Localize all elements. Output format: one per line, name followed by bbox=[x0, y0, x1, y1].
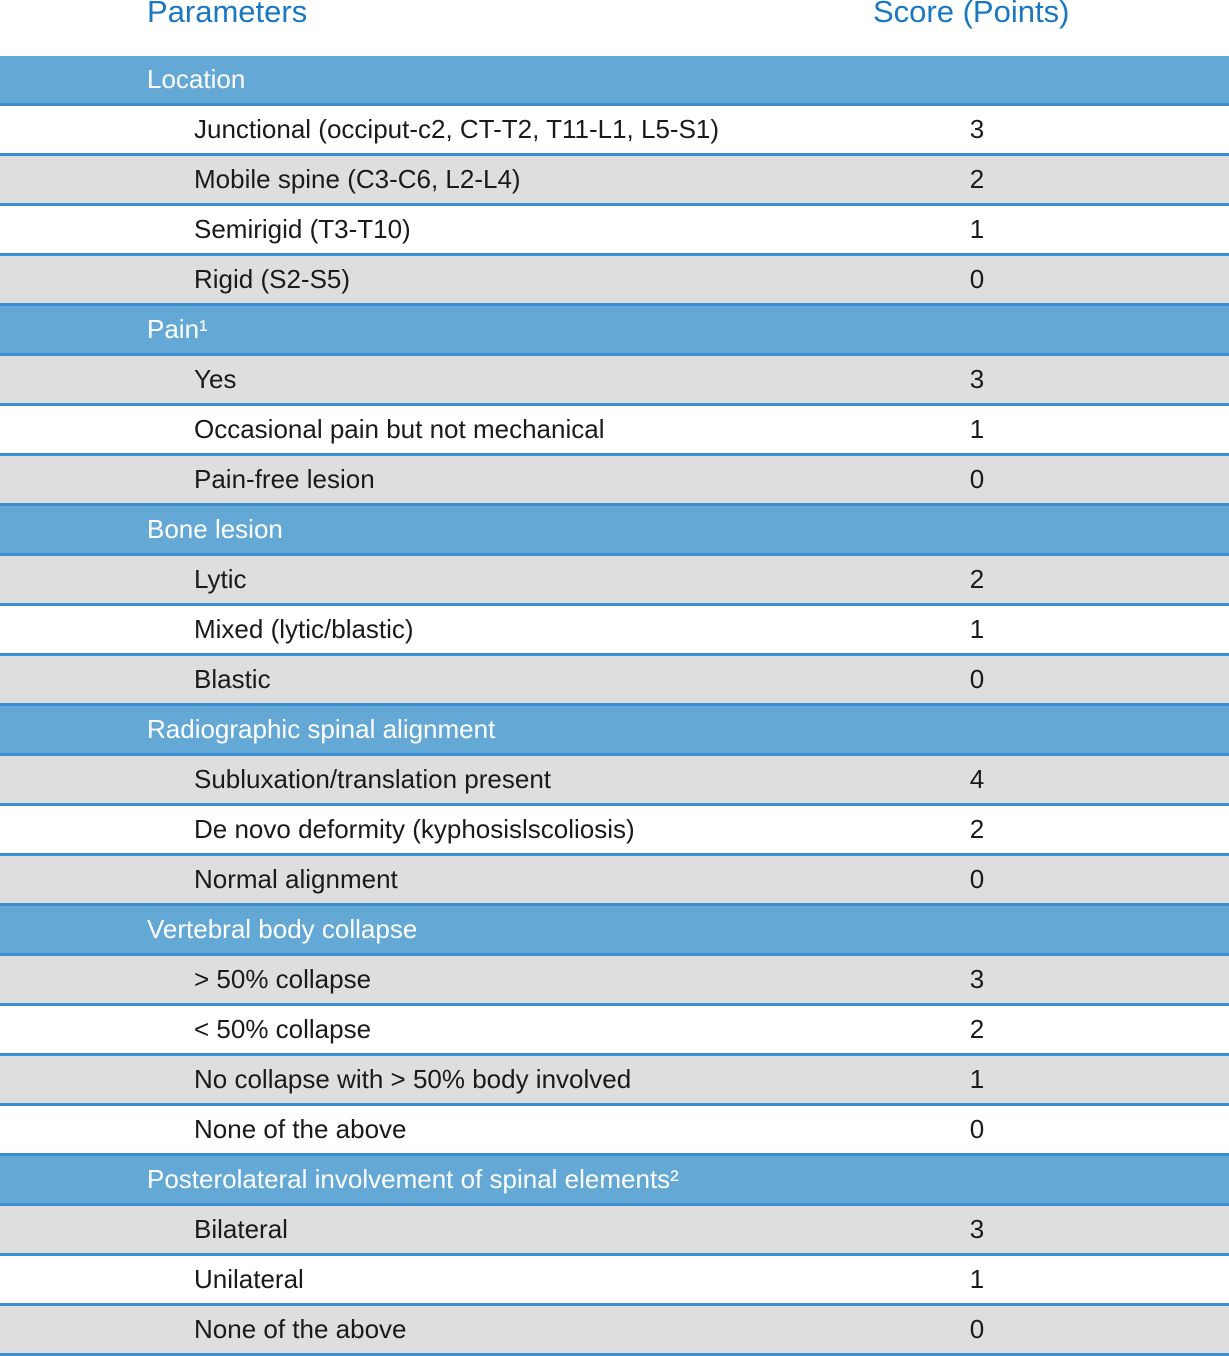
table-row bbox=[0, 556, 1229, 606]
table-row bbox=[0, 256, 1229, 306]
score-value: 0 bbox=[969, 1114, 985, 1144]
table-row bbox=[0, 856, 1229, 906]
table-row bbox=[0, 106, 1229, 156]
score-value: 0 bbox=[969, 1314, 985, 1344]
parameter-label: Lytic bbox=[194, 564, 247, 594]
parameter-label: Blastic bbox=[194, 664, 271, 694]
parameter-label: Junctional (occiput-c2, CT-T2, T11-L1, L5-S1) bbox=[194, 114, 720, 144]
parameter-label: Rigid (S2-S5) bbox=[194, 264, 351, 294]
score-value: 0 bbox=[969, 464, 985, 494]
column-header-parameters: Parameters bbox=[147, 0, 308, 29]
parameter-label: None of the above bbox=[194, 1314, 407, 1344]
section-header-row bbox=[0, 56, 1229, 106]
parameter-label: Occasional pain but not mechanical bbox=[194, 414, 605, 444]
parameter-label: Subluxation/translation present bbox=[194, 764, 552, 794]
parameter-label: < 50% collapse bbox=[194, 1014, 372, 1044]
section-header-row bbox=[0, 906, 1229, 956]
score-value: 3 bbox=[969, 1214, 985, 1244]
table-row bbox=[0, 806, 1229, 856]
table-row bbox=[0, 1006, 1229, 1056]
section-label: Pain¹ bbox=[147, 314, 208, 344]
table-row bbox=[0, 456, 1229, 506]
section-label: Posterolateral involvement of spinal elements² bbox=[147, 1164, 679, 1194]
table-row bbox=[0, 356, 1229, 406]
table-row bbox=[0, 956, 1229, 1006]
section-label: Bone lesion bbox=[147, 514, 283, 544]
table-row bbox=[0, 1256, 1229, 1306]
section-header-row bbox=[0, 306, 1229, 356]
score-value: 1 bbox=[969, 1064, 985, 1094]
score-value: 2 bbox=[969, 164, 985, 194]
parameter-label: Pain-free lesion bbox=[194, 464, 375, 494]
section-label: Radiographic spinal alignment bbox=[147, 714, 496, 744]
parameter-label: > 50% collapse bbox=[194, 964, 372, 994]
parameter-label: Bilateral bbox=[194, 1214, 288, 1244]
score-value: 0 bbox=[969, 864, 985, 894]
table-row bbox=[0, 1306, 1229, 1356]
score-value: 3 bbox=[969, 114, 985, 144]
score-value: 1 bbox=[969, 414, 985, 444]
parameter-label: Mobile spine (C3-C6, L2-L4) bbox=[194, 164, 521, 194]
section-header-row bbox=[0, 706, 1229, 756]
table-row bbox=[0, 756, 1229, 806]
score-value: 4 bbox=[969, 764, 985, 794]
score-value: 2 bbox=[969, 814, 985, 844]
score-value: 3 bbox=[969, 964, 985, 994]
section-header-row bbox=[0, 506, 1229, 556]
table-row bbox=[0, 606, 1229, 656]
score-value: 1 bbox=[969, 1264, 985, 1294]
parameter-label: Semirigid (T3-T10) bbox=[194, 214, 411, 244]
table-header bbox=[0, 0, 1229, 56]
section-header-row bbox=[0, 1156, 1229, 1206]
parameter-label: Unilateral bbox=[194, 1264, 304, 1294]
parameter-label: Yes bbox=[194, 364, 237, 394]
score-value: 3 bbox=[969, 364, 985, 394]
score-value: 0 bbox=[969, 664, 985, 694]
table-row bbox=[0, 206, 1229, 256]
table-row bbox=[0, 1106, 1229, 1156]
table-row bbox=[0, 1206, 1229, 1256]
section-label: Location bbox=[147, 64, 246, 94]
parameter-label: No collapse with > 50% body involved bbox=[194, 1064, 632, 1094]
score-value: 1 bbox=[969, 614, 985, 644]
parameter-label: Normal alignment bbox=[194, 864, 398, 894]
score-table bbox=[0, 56, 1229, 1356]
section-label: Vertebral body collapse bbox=[147, 914, 418, 944]
score-value: 0 bbox=[969, 264, 985, 294]
parameter-label: De novo deformity (kyphosislscoliosis) bbox=[194, 814, 635, 844]
table-row bbox=[0, 656, 1229, 706]
table-row bbox=[0, 156, 1229, 206]
parameter-label: None of the above bbox=[194, 1114, 407, 1144]
column-header-score: Score (Points) bbox=[873, 0, 1070, 29]
score-value: 2 bbox=[969, 564, 985, 594]
score-value: 1 bbox=[969, 214, 985, 244]
parameter-label: Mixed (lytic/blastic) bbox=[194, 614, 414, 644]
score-value: 2 bbox=[969, 1014, 985, 1044]
table-row bbox=[0, 1056, 1229, 1106]
table-row bbox=[0, 406, 1229, 456]
